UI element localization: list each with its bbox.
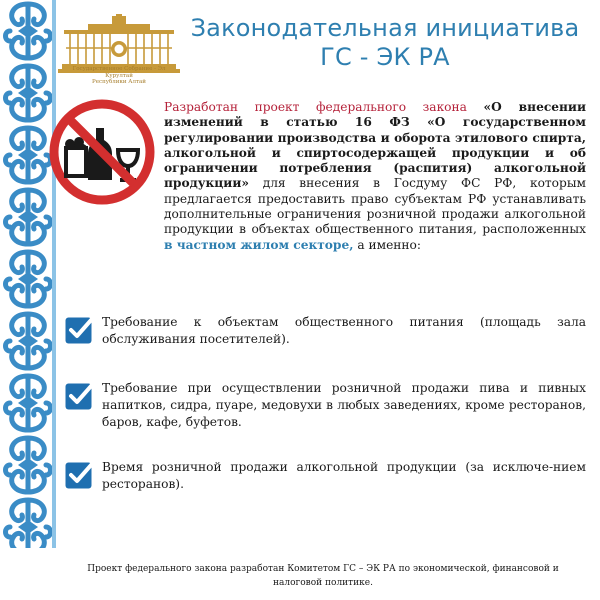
footer-line2: налоговой политике.	[273, 578, 373, 588]
checkbox-checked-icon	[64, 314, 95, 345]
page-title	[180, 14, 590, 72]
bill-title: «О внесении изменений в статью 16 ФЗ «О государственном регулировании производства и оборота этилового спирта, алкогольной и спиртосодержащей продукции и об ограничении потребления (распития) алкогольной продукции»	[164, 100, 586, 191]
title-line1: Законодательная инициатива	[190, 14, 580, 42]
intro-body: для внесения в Госдуму ФС РФ, которым предлагается предоставить право субъектам РФ устанавливать дополнительные ограничения розничной продажи алкогольной продукции в объектах общественного питания, расположенных	[164, 176, 586, 237]
footer-note	[56, 562, 590, 590]
list-item-text: Требование к объектам общественного питания (площадь зала обслуживания посетителей).	[102, 315, 586, 346]
footer-line1: Проект федерального закона разработан Комитетом ГС – ЭК РА по экономической, финансовой и	[87, 564, 559, 574]
intro-highlight: в частном жилом секторе,	[164, 237, 354, 252]
list-item-text: Требование при осуществлении розничной продажи пива и пивных напитков, сидра, пуаре, медовухи в любых заведениях, кроме ресторанов, баров, кафе, буфетов.	[102, 381, 586, 429]
intro-tail: а именно:	[353, 237, 421, 252]
intro-lead: Разработан проект федерального закона	[164, 100, 467, 114]
checkbox-checked-icon	[64, 459, 95, 490]
title-line2: ГС - ЭК РА	[320, 43, 450, 71]
logo-caption-line1: Государственное Собрание - Эл Курултай	[72, 66, 166, 79]
list-item-text: Время розничной продажи алкогольной продукции (за исключе-нием ресторанов).	[102, 460, 586, 491]
no-alcohol-sign-icon	[48, 98, 156, 206]
logo-caption-line2: Республики Алтай	[92, 79, 146, 85]
logo-caption	[58, 66, 180, 86]
ornament-border	[0, 0, 56, 548]
intro-paragraph	[164, 100, 586, 253]
checkbox-checked-icon	[64, 380, 95, 411]
